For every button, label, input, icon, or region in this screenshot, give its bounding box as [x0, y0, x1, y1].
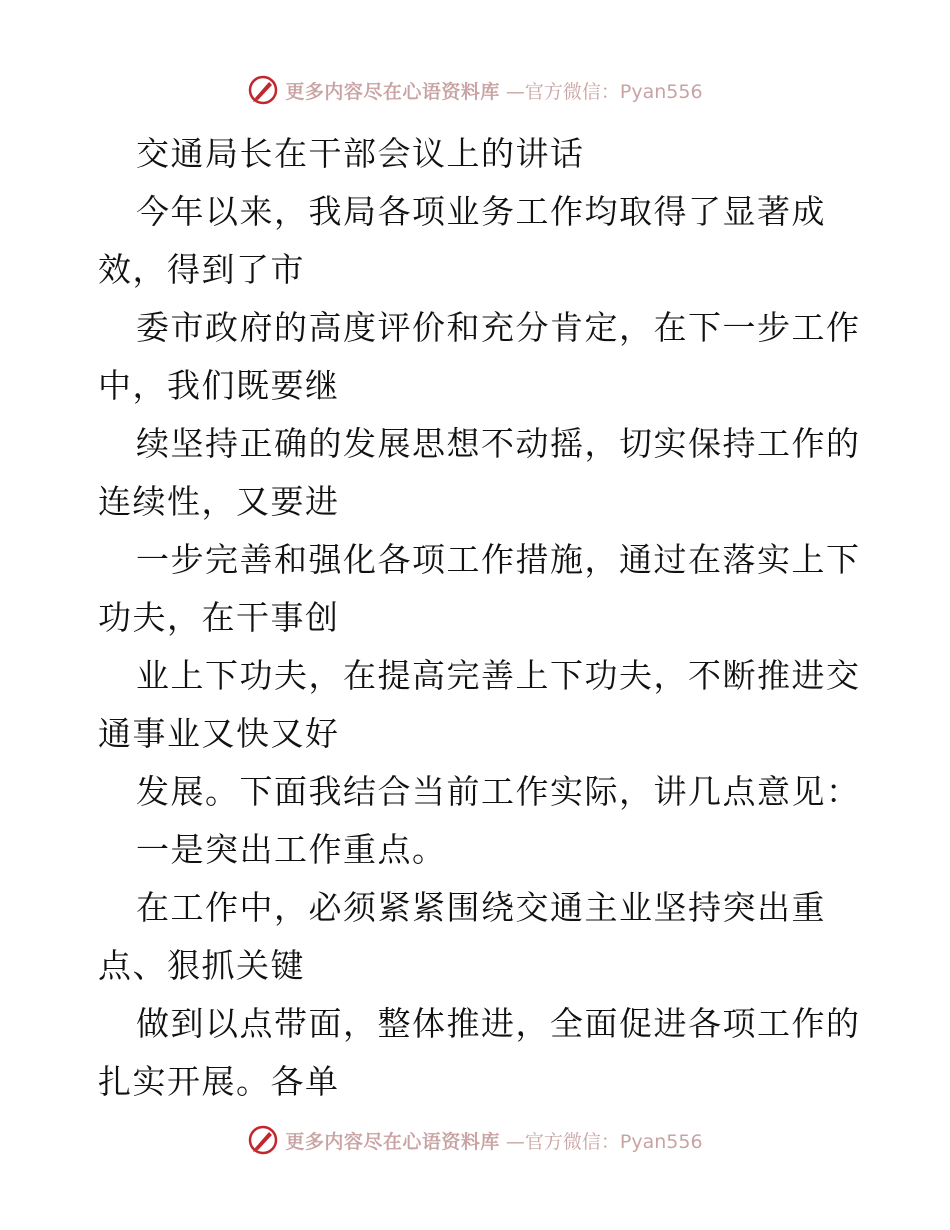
text-line: 一步完善和强化各项工作措施，通过在落实上下: [136, 540, 861, 579]
text-line: 续坚持正确的发展思想不动摇，切实保持工作的: [136, 424, 861, 463]
banner-brand-text: 更多内容尽在心语资料库: [285, 80, 500, 103]
text-line: 效，得到了市: [98, 250, 305, 289]
document-body: [98, 125, 861, 1111]
text-line: 功夫，在干事创: [98, 598, 340, 637]
text-line: 做到以点带面，整体推进，全面促进各项工作的: [136, 1004, 861, 1043]
text-line: 中，我们既要继: [98, 366, 340, 405]
text-line: 业上下功夫，在提高完善上下功夫，不断推进交: [136, 656, 861, 695]
banner-wechat-text: —官方微信：Pyan556: [505, 80, 703, 103]
text-line: 扎实开展。各单: [98, 1062, 340, 1101]
quill-logo-icon: [247, 1124, 279, 1156]
text-line: 点、狠抓关键: [98, 946, 305, 985]
text-line: 发展。下面我结合当前工作实际，讲几点意见：: [136, 772, 861, 811]
banner-wechat-text: —官方微信：Pyan556: [505, 1130, 703, 1153]
text-line: 通事业又快又好: [98, 714, 340, 753]
header-banner: [0, 70, 950, 110]
quill-logo-icon: [247, 74, 279, 106]
text-line: 今年以来，我局各项业务工作均取得了显著成: [136, 192, 826, 231]
text-line: 连续性，又要进: [98, 482, 340, 521]
footer-banner: [0, 1120, 950, 1160]
banner-brand-text: 更多内容尽在心语资料库: [285, 1130, 500, 1153]
section-heading: 一是突出工作重点。: [136, 830, 447, 869]
text-line: 在工作中，必须紧紧围绕交通主业坚持突出重: [136, 888, 826, 927]
document-title: 交通局长在干部会议上的讲话: [136, 134, 585, 173]
text-line: 委市政府的高度评价和充分肯定，在下一步工作: [136, 308, 861, 347]
